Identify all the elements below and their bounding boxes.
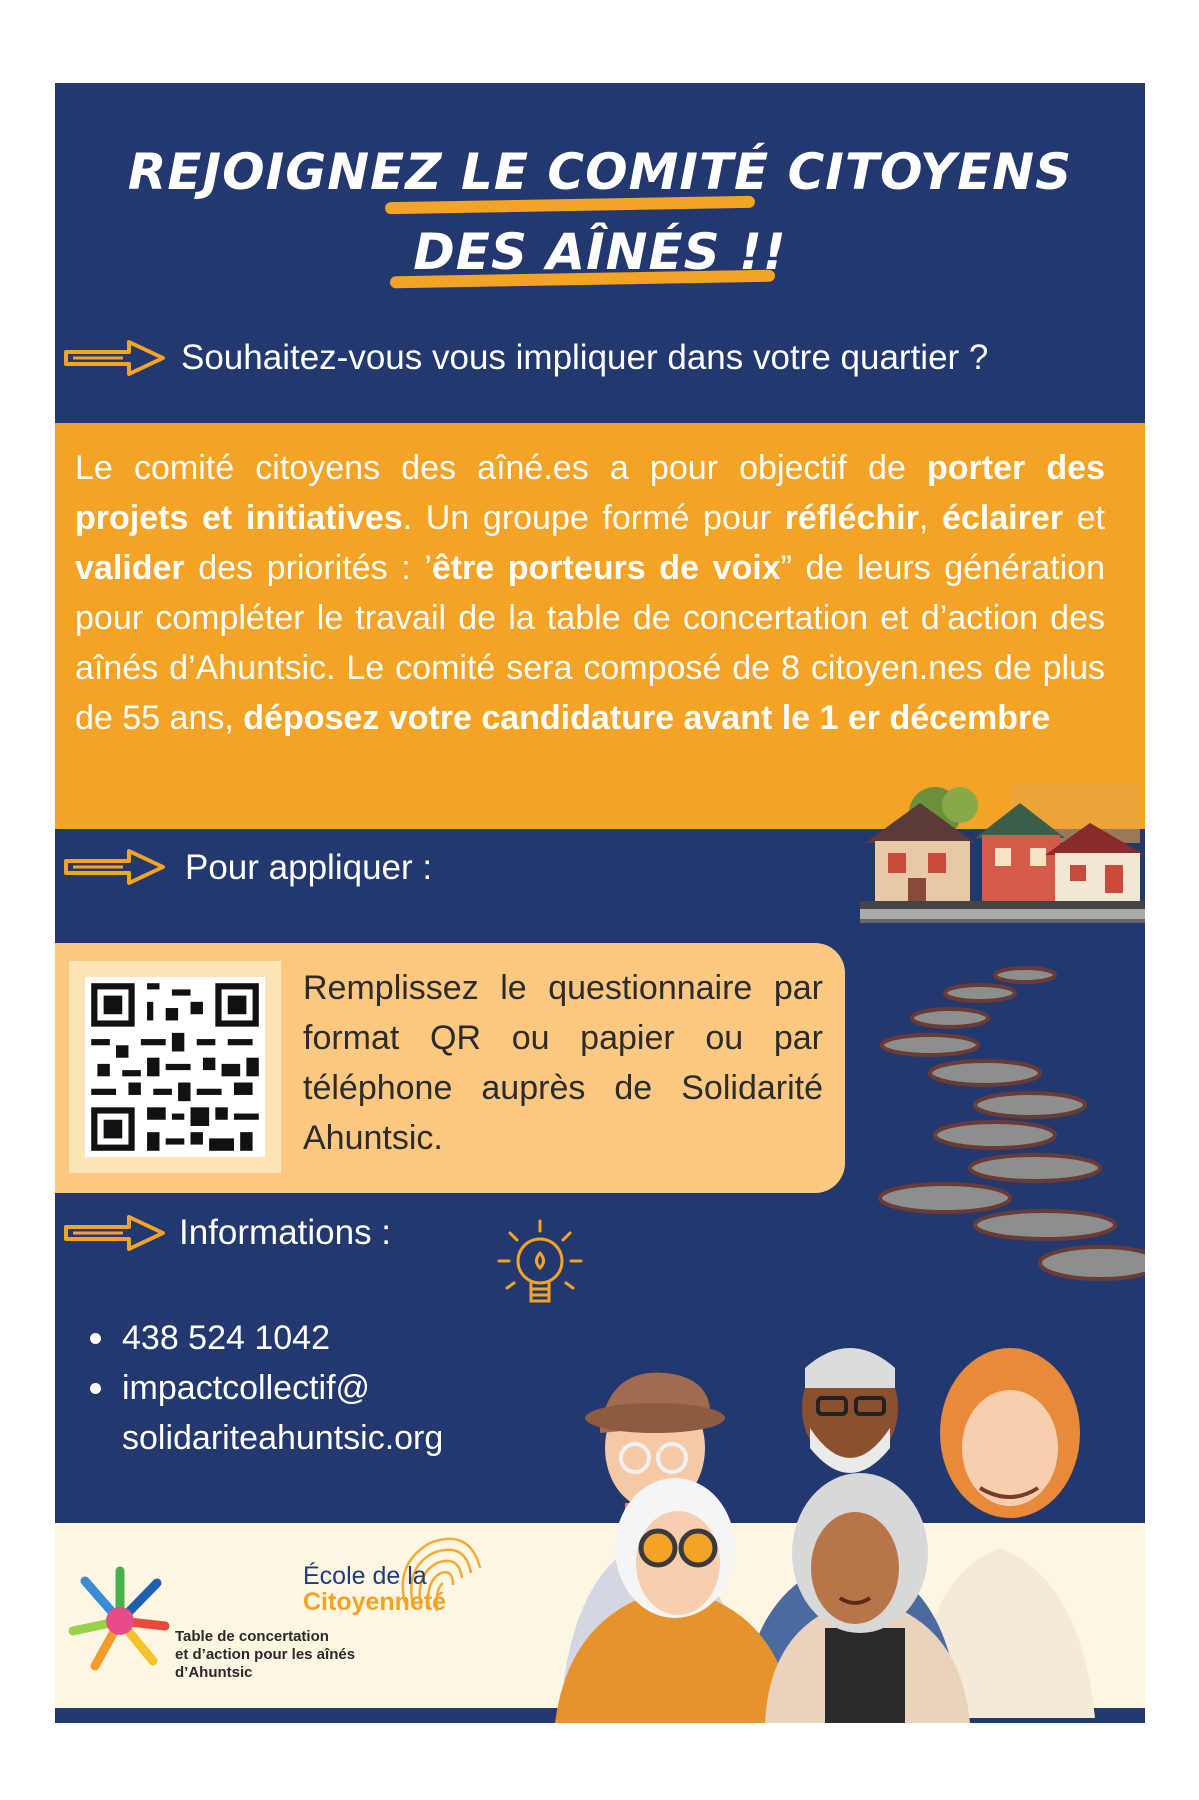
table-concertation-logo — [65, 1561, 175, 1676]
list-item — [90, 1363, 443, 1413]
arrow-right-icon — [63, 1213, 167, 1253]
contact-list — [90, 1313, 443, 1463]
phone-number[interactable]: 438 524 1042 — [122, 1319, 330, 1357]
title-line-1: REJOIGNEZ LE COMITÉ CITOYENS — [127, 143, 1073, 201]
qr-code-icon[interactable] — [85, 977, 265, 1157]
arrow-right-icon — [63, 338, 167, 378]
houses-illustration — [860, 783, 1145, 928]
apply-text: Remplissez le questionnaire par format QR ou papier ou par téléphone auprès de Solidarité Ahuntsic. — [303, 969, 823, 1157]
list-item — [90, 1313, 443, 1363]
info-heading: Informations : — [179, 1213, 392, 1252]
title-line-2: DES AÎNÉS !! — [413, 223, 787, 281]
seniors-group-illustration — [500, 1248, 1145, 1723]
question-text: Souhaitez-vous vous impliquer dans votre quartier ? — [181, 338, 989, 377]
list-item — [90, 1413, 443, 1463]
email-address-line2[interactable]: solidariteahuntsic.org — [122, 1419, 444, 1457]
table-concertation-caption: Table de concertation et d’action pour les aînés d’Ahuntsic — [175, 1628, 356, 1681]
ecole-citoyennete-logo: École de la Citoyenneté — [303, 1562, 447, 1616]
email-address-line1[interactable]: impactcollectif@ — [122, 1369, 371, 1407]
poster — [55, 83, 1145, 1723]
description-text: Le comité citoyens des aîné.es a pour objectif de porter des projets et initiatives. Un groupe formé pour réfléchir, éclairer et valider des priorités : ’être porteurs de voix” de leurs génération pour compléter le travail de la table de concertation et d’action des aînés d’Ahuntsic. Le comité sera composé de 8 citoyen.nes de plus de 55 ans, déposez votre candidature avant le 1 er décembre — [75, 449, 1105, 737]
arrow-right-icon — [63, 847, 167, 887]
apply-heading: Pour appliquer : — [185, 848, 433, 887]
